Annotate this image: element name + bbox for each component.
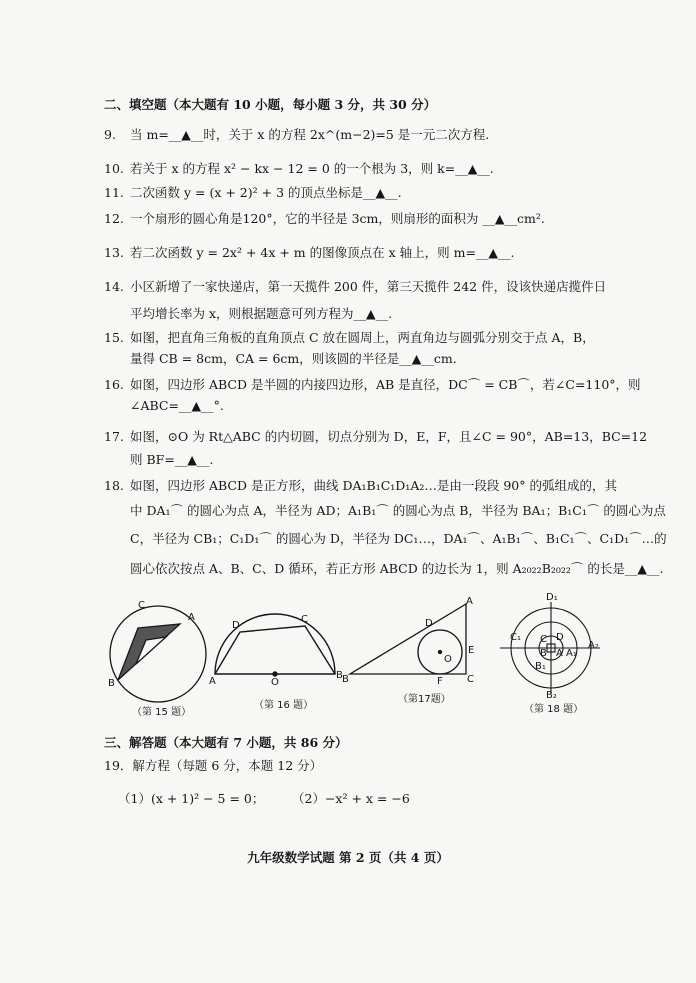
fig18-label-b1: B₁ <box>535 661 546 672</box>
figure-18 <box>500 602 600 694</box>
fig18-label-a1: A₁ <box>566 648 577 659</box>
question-19-part1: （1）(x + 1)² − 5 = 0； <box>118 791 265 806</box>
section3-header: 三、解答题（本大题有 7 小题，共 86 分） <box>104 735 348 750</box>
question-19-part2: （2）−x² + x = −6 <box>292 791 410 806</box>
question-16-cont: ∠ABC=__▲__°. <box>130 398 224 413</box>
fig18-caption: （第 18 题） <box>524 704 584 715</box>
question-number: 18. <box>104 478 124 493</box>
question-text: 如图，四边形 ABCD 是正方形，曲线 DA₁B₁C₁D₁A₂…是由一段段 90° 的弧组成的，其 <box>130 478 617 493</box>
fig16-label-a: A <box>209 676 216 687</box>
fig16-label-d: D <box>232 620 240 631</box>
fig15-label-b: B <box>108 678 115 689</box>
question-18-cont: 中 DA₁⌒ 的圆心为点 A，半径为 AD；A₁B₁⌒ 的圆心为点 B，半径为 BA₁；B₁C₁⌒ 的圆心为点 <box>130 503 666 518</box>
fig17-label-a: A <box>466 596 473 607</box>
fig17-center <box>439 651 442 654</box>
fig18-label-c1: C₁ <box>510 632 521 643</box>
question-15-cont: 量得 CB = 8cm，CA = 6cm，则该圆的半径是__▲__cm. <box>130 351 457 366</box>
question-text: 一个扇形的圆心角是120°，它的半径是 3cm，则扇形的面积为 __▲__cm². <box>130 211 545 226</box>
question-text: 若二次函数 y = 2x² + 4x + m 的图像顶点在 x 轴上，则 m=__▲__. <box>130 245 515 260</box>
fig15-caption: （第 15 题） <box>132 707 192 718</box>
fig16-label-b: B <box>336 670 343 681</box>
fig18-label-a2: A₂ <box>588 640 599 651</box>
fig17-label-e: E <box>468 645 475 656</box>
fig18-label-b2: B₂ <box>546 690 557 701</box>
fig16-quad <box>215 626 335 674</box>
fig17-label-o: O <box>444 654 452 665</box>
fig15-label-c: C <box>138 600 145 611</box>
fig18-label-d1: D₁ <box>546 592 558 603</box>
question-number: 10. <box>104 161 124 176</box>
question-14-cont: 平均增长率为 x，则根据题意可列方程为__▲__. <box>130 306 393 321</box>
question-19-title: 19．解方程（每题 6 分，本题 12 分） <box>104 758 323 773</box>
fig17-label-b: B <box>342 674 349 685</box>
question-number: 16. <box>104 377 124 392</box>
question-number: 11. <box>104 185 124 200</box>
fig16-caption: （第 16 题） <box>254 700 314 711</box>
fig17-caption: （第17题） <box>398 694 451 705</box>
question-17-cont: 则 BF=__▲__. <box>130 452 214 467</box>
question-text: 如图，四边形 ABCD 是半圆的内接四边形，AB 是直径，DC⌒ = CB⌒，若∠C=110°，则 <box>130 377 641 392</box>
fig18-label-d: D <box>556 632 564 643</box>
fig16-label-o: O <box>271 677 279 688</box>
question-number: 15. <box>104 330 124 345</box>
question-18-cont3: 圆心依次按点 A、B、C、D 循环，若正方形 ABCD 的边长为 1，则 A₂₀₂₂B₂₀₂₂⌒ 的长是__▲__. <box>130 561 664 576</box>
question-text: 二次函数 y = (x + 2)² + 3 的顶点坐标是__▲__. <box>130 185 402 200</box>
fig18-label-c: C <box>540 634 547 645</box>
question-number: 13. <box>104 245 124 260</box>
fig17-label-d: D <box>425 618 433 629</box>
question-number: 9. <box>104 127 116 142</box>
section2-header: 二、填空题（本大题有 10 小题，每小题 3 分，共 30 分） <box>104 97 437 112</box>
fig15-label-a: A <box>188 612 195 623</box>
fig17-label-c: C <box>467 674 474 685</box>
question-text: 如图，⊙O 为 Rt△ABC 的内切圆，切点分别为 D，E，F，且∠C = 90°，AB=13，BC=12 <box>130 429 648 444</box>
page-footer: 九年级数学试题 第 2 页（共 4 页） <box>247 850 449 865</box>
question-18-cont2: C，半径为 CB₁；C₁D₁⌒ 的圆心为 D，半径为 DC₁…，DA₁⌒、A₁B₁⌒、B₁C₁⌒、C₁D₁⌒…的 <box>130 531 667 546</box>
question-number: 12. <box>104 211 124 226</box>
question-text: 若关于 x 的方程 x² − kx − 12 = 0 的一个根为 3，则 k=__▲__. <box>130 161 494 176</box>
fig17-label-f: F <box>437 676 443 687</box>
question-number: 17. <box>104 429 124 444</box>
question-number: 14. <box>104 279 124 294</box>
fig18-label-b: B <box>540 648 547 659</box>
fig16-center <box>273 672 277 676</box>
question-text: 如图，把直角三角板的直角顶点 C 放在圆周上，两直角边与圆弧分别交于点 A，B， <box>130 330 595 345</box>
question-text: 当 m=__▲__时，关于 x 的方程 2x^(m−2)=5 是一元二次方程. <box>130 127 490 142</box>
question-text: 小区新增了一家快递店，第一天揽件 200 件，第三天揽件 242 件，设该快递店揽件日 <box>130 279 607 294</box>
fig16-label-c: C <box>301 614 308 625</box>
fig18-label-a: A <box>556 648 563 659</box>
